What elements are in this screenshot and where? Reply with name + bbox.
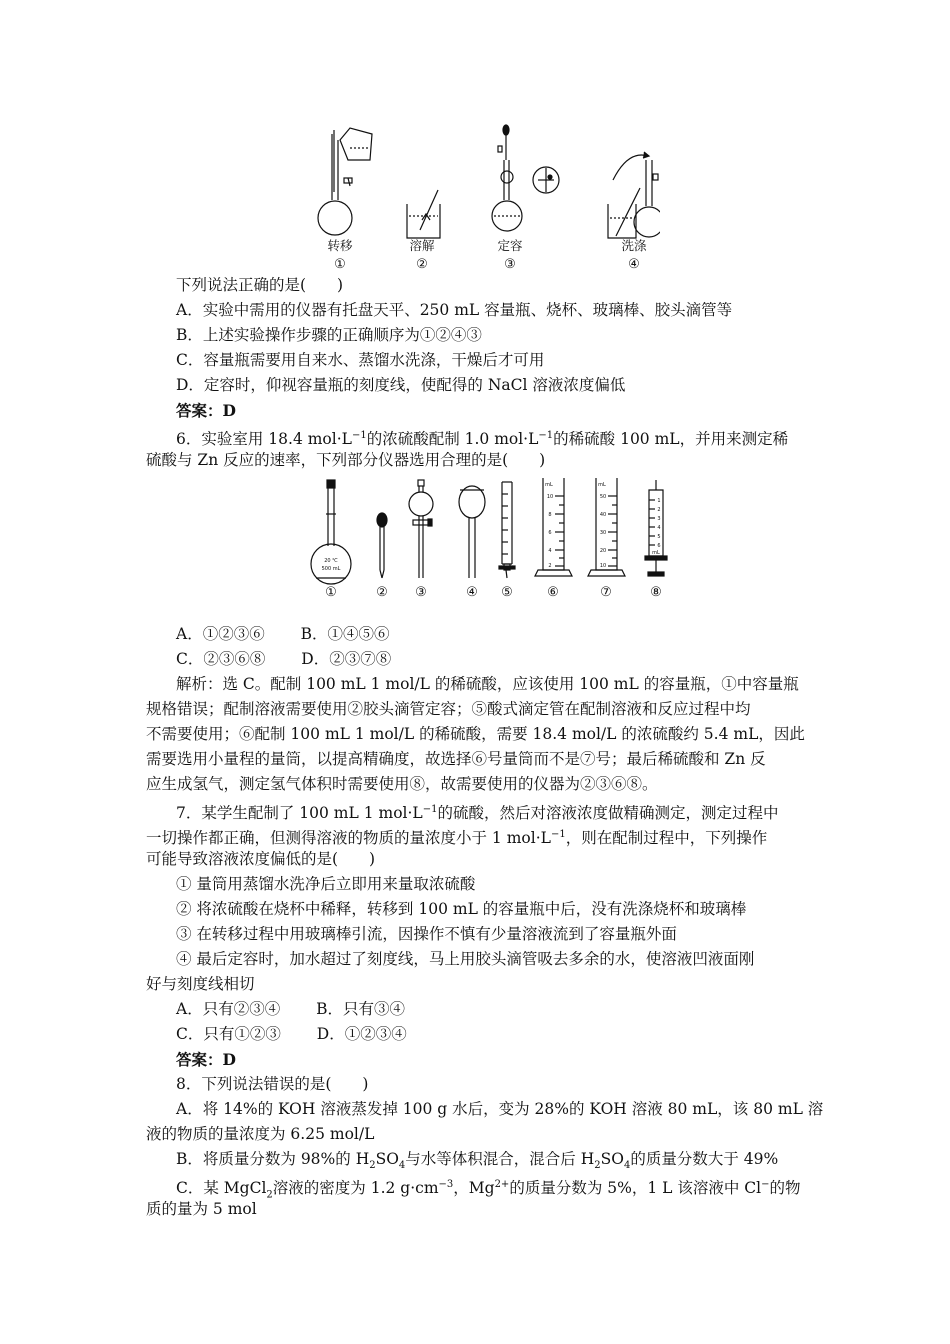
syringe-tick: 3: [657, 516, 661, 522]
cyl6-tick: 8: [548, 512, 552, 518]
q6-stem-line1: 6．实验室用 18.4 $mol\cdot L^{-1}$的浓硫酸配制 1.0 $mol\cdot L^{-1}$的稀硫酸 100 mL，并用来测定稀: [176, 430, 789, 449]
transfer-apparatus: [318, 128, 372, 235]
burette: [499, 482, 515, 578]
q6-stem-line2: 硫酸与 Zn 反应的速率，下列部分仪器选用合理的是( ): [146, 451, 546, 469]
instrument-number-7: ⑦: [600, 585, 612, 600]
step-label-1: 转移: [327, 238, 353, 253]
cyl6-tick: 6: [548, 530, 552, 536]
syringe: [645, 480, 667, 576]
dropper: [377, 513, 387, 578]
syringe-tick: 2: [657, 507, 661, 513]
cyl7-tick: 30: [599, 530, 607, 536]
syringe-tick: 6: [657, 543, 661, 549]
q5-option-a: A．实验中需用的仪器有托盘天平、250 mL 容量瓶、烧杯、玻璃棒、胶头滴管等: [176, 301, 733, 319]
funnel: [459, 486, 485, 578]
syringe-tick: 5: [657, 534, 661, 540]
step-label-3: 定容: [497, 238, 523, 253]
instrument-number-5: ⑤: [501, 585, 513, 600]
q5-option-b: B．上述实验操作步骤的正确顺序为①②④③: [176, 326, 482, 344]
cyl6-tick: 10: [546, 494, 554, 500]
wash-apparatus: [608, 152, 660, 238]
step-number-3: ③: [504, 257, 516, 272]
q7-item-4: ④ 最后定容时，加水超过了刻度线，马上用胶头滴管吸去多余的水，使溶液凹液面刚: [176, 950, 755, 968]
syringe-unit: mL: [652, 550, 660, 556]
cyl6-tick: 4: [548, 548, 552, 554]
cyl7-unit: mL: [598, 482, 606, 488]
q6-options-cd: C．②③⑥⑧ D．②③⑦⑧: [176, 650, 392, 668]
cyl6-unit: mL: [545, 482, 553, 488]
q8-option-a-line2: 液的物质的量浓度为 6.25 mol/L: [146, 1125, 375, 1143]
q8-option-b: B．将质量分数为 98%的 $H_2SO_4$与水等体积混合，混合后 $H_2SO_4$的质量分数大于 49%: [176, 1150, 779, 1172]
syringe-tick: 4: [657, 525, 661, 531]
graduated-cylinder-10ml: [535, 478, 572, 576]
q7-item-4-continued: 好与刻度线相切: [146, 975, 255, 993]
q7-item-2: ② 将浓硫酸在烧杯中稀释，转移到 100 mL 的容量瓶中后，没有洗涤烧杯和玻璃棒: [176, 900, 747, 918]
dissolve-beaker: [407, 190, 440, 238]
separatory-funnel: [409, 480, 433, 578]
q6-options-ab: A．①②③⑥ B．①④⑤⑥: [176, 625, 390, 643]
fill-to-mark-apparatus: [492, 125, 559, 231]
flask-volume-text: 500 mL: [321, 566, 341, 572]
q7-answer: 答案：D: [176, 1050, 236, 1069]
flask-temp-text: 20 ℃: [324, 558, 338, 564]
q5-stem: 下列说法正确的是( ): [176, 276, 344, 294]
cyl7-tick: 20: [599, 548, 607, 554]
q5-option-c: C．容量瓶需要用自来水、蒸馏水洗涤，干燥后才可用: [176, 351, 545, 369]
figure-preparation-steps: [310, 120, 660, 272]
cyl7-tick: 40: [599, 512, 607, 518]
q6-analysis-line: 解析：选 C。配制 100 mL 1 mol/L 的稀硫酸，应该使用 100 mL 的容量瓶，①中容量瓶: [176, 675, 799, 693]
step-label-2: 溶解: [409, 238, 435, 253]
step-label-4: 洗涤: [621, 238, 647, 253]
q6-analysis-line: 应生成氢气，测定氢气体积时需要使用⑧，故需要使用的仪器为②③⑥⑧。: [146, 775, 658, 793]
cyl7-tick: 10: [599, 563, 607, 569]
instrument-number-3: ③: [415, 585, 427, 600]
q5-answer: 答案：D: [176, 401, 236, 420]
instrument-number-8: ⑧: [650, 585, 662, 600]
q7-item-1: ① 量筒用蒸馏水洗净后立即用来量取浓硫酸: [176, 875, 476, 893]
cyl6-tick: 2: [548, 563, 552, 569]
q7-stem-line2: 一切操作都正确，但测得溶液的物质的量浓度小于 1 $mol\cdot L^{-1}$，则在配制过程中，下列操作: [146, 829, 768, 848]
graduated-cylinder-50ml: [588, 478, 625, 576]
q6-analysis-line: 不需要使用；⑥配制 100 mL 1 mol/L 的稀硫酸，需要 18.4 mol/L 的浓硫酸约 5.4 mL，因此: [146, 725, 805, 743]
syringe-tick: 1: [657, 498, 661, 504]
q5-option-d: D．定容时，仰视容量瓶的刻度线，使配得的 NaCl 溶液浓度偏低: [176, 376, 626, 394]
q7-stem-line3: 可能导致溶液浓度偏低的是( ): [146, 850, 376, 868]
q8-option-c-line1: C．某 MgCl$_2$溶液的密度为 1.2 $g\cdot cm^{-3}$，$Mg^{2+}$的质量分数为 5%，1 L 该溶液中 Cl−的物: [176, 1179, 801, 1201]
q6-analysis-line: 需要选用小量程的量筒，以提高精确度，故选择⑥号量筒而不是⑦号；最后稀硫酸和 Zn 反: [146, 750, 766, 768]
step-number-2: ②: [416, 257, 428, 272]
instrument-number-4: ④: [466, 585, 478, 600]
q7-options-cd: C．只有①②③ D．①②③④: [176, 1025, 407, 1043]
instrument-number-6: ⑥: [547, 585, 559, 600]
q8-option-a-line1: A．将 14%的 KOH 溶液蒸发掉 100 g 水后，变为 28%的 KOH 溶液 80 mL，该 80 mL 溶: [176, 1100, 824, 1118]
instrument-number-1: ①: [325, 585, 337, 600]
cyl7-tick: 50: [599, 494, 607, 500]
figure-instruments: [300, 474, 680, 604]
q6-analysis-line: 规格错误；配制溶液需要使用②胶头滴管定容；⑤酸式滴定管在配制溶液和反应过程中均: [146, 700, 751, 718]
q8-stem: 8．下列说法错误的是( ): [176, 1075, 369, 1093]
step-number-1: ①: [334, 257, 346, 272]
step-number-4: ④: [628, 257, 640, 272]
instrument-number-2: ②: [376, 585, 388, 600]
q7-stem-line1: 7．某学生配制了 100 mL 1 $mol\cdot L^{-1}$的硫酸，然后对溶液浓度做精确测定，测定过程中: [176, 804, 779, 823]
q7-item-3: ③ 在转移过程中用玻璃棒引流，因操作不慎有少量溶液流到了容量瓶外面: [176, 925, 677, 943]
q7-options-ab: A．只有②③④ B．只有③④: [176, 1000, 406, 1018]
q8-option-c-line2: 质的量为 5 mol: [146, 1200, 257, 1218]
